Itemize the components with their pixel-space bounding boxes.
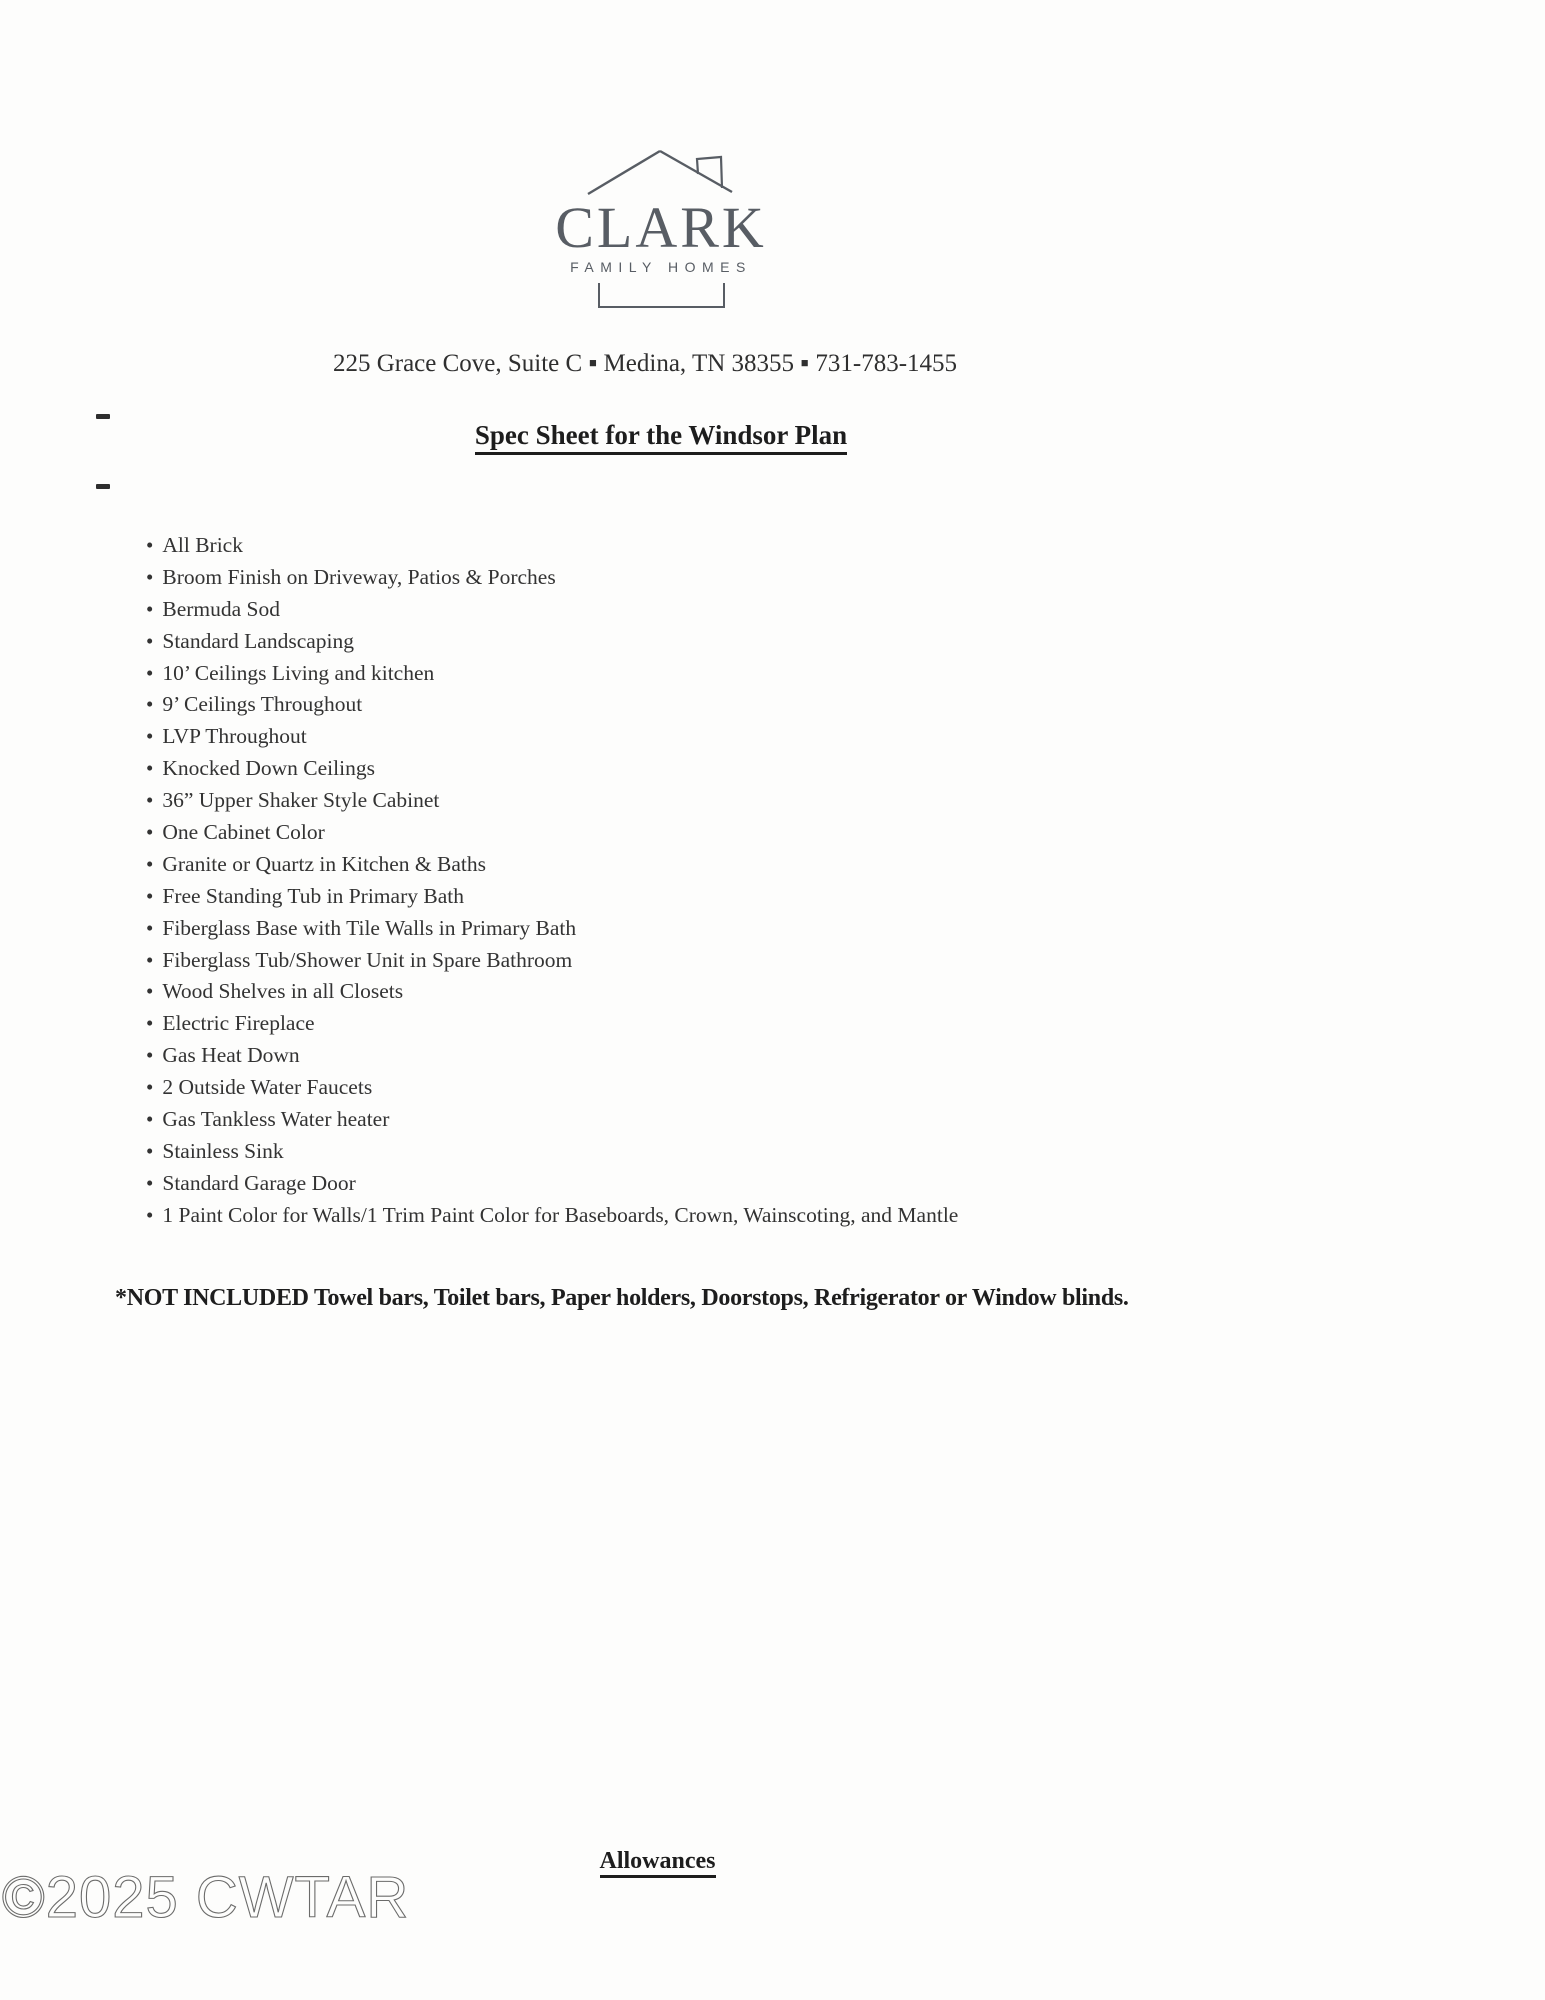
- clark-family-homes-logo: [461, 146, 861, 308]
- bullet-icon: •: [146, 1202, 154, 1227]
- spec-item-text: Free Standing Tub in Primary Bath: [162, 883, 464, 908]
- bullet-icon: •: [146, 628, 154, 653]
- spec-list-item: [146, 913, 958, 945]
- spec-item-text: Fiberglass Base with Tile Walls in Primary Bath: [162, 915, 577, 940]
- logo-name: CLARK: [555, 195, 767, 260]
- spec-list-item: [146, 1200, 958, 1232]
- allowances-section-title: Allowances: [600, 1848, 716, 1878]
- bullet-icon: •: [146, 596, 154, 621]
- spec-list-item: [146, 881, 958, 913]
- spec-item-text: Gas Tankless Water heater: [162, 1107, 390, 1132]
- not-included-note: *NOT INCLUDED Towel bars, Toilet bars, Paper holders, Doorstops, Refrigerator or Window blinds.: [115, 1285, 1129, 1311]
- spec-list-item: [146, 1040, 958, 1072]
- spec-list-item: [146, 849, 958, 881]
- spec-item-text: Standard Garage Door: [162, 1170, 356, 1195]
- spec-item-text: Standard Landscaping: [162, 628, 355, 653]
- bullet-icon: •: [146, 979, 154, 1004]
- spec-list-item: [146, 753, 958, 785]
- spec-list-item: [146, 817, 958, 849]
- spec-list: [146, 530, 958, 1232]
- bullet-icon: •: [146, 851, 154, 876]
- spec-list-item: [146, 976, 958, 1008]
- spec-item-text: Fiberglass Tub/Shower Unit in Spare Bathroom: [162, 947, 573, 972]
- bullet-icon: •: [146, 724, 154, 749]
- spec-item-text: Granite or Quartz in Kitchen & Baths: [162, 851, 486, 876]
- spec-list-item: [146, 1168, 958, 1200]
- spec-list-item: [146, 530, 958, 562]
- bullet-icon: •: [146, 1107, 154, 1132]
- stray-dash-mark: [96, 484, 110, 489]
- spec-item-text: 36” Upper Shaker Style Cabinet: [162, 788, 440, 813]
- bullet-icon: •: [146, 883, 154, 908]
- bullet-icon: •: [146, 788, 154, 813]
- spec-list-item: [146, 1136, 958, 1168]
- spec-item-text: Bermuda Sod: [162, 596, 281, 621]
- spec-list-item: [146, 1008, 958, 1040]
- spec-list-item: [146, 658, 958, 690]
- spec-list-item: [146, 721, 958, 753]
- spec-list-item: [146, 594, 958, 626]
- bullet-icon: •: [146, 1043, 154, 1068]
- bullet-icon: •: [146, 1138, 154, 1163]
- house-base-outline-icon: [598, 283, 725, 308]
- bullet-icon: •: [146, 564, 154, 589]
- company-address: 225 Grace Cove, Suite C ▪ Medina, TN 38355 ▪ 731-783-1455: [332, 350, 958, 377]
- spec-list-item: [146, 785, 958, 817]
- spec-item-text: 9’ Ceilings Throughout: [162, 692, 363, 717]
- bullet-icon: •: [146, 915, 154, 940]
- spec-list-item: [146, 626, 958, 658]
- bullet-icon: •: [146, 692, 154, 717]
- bullet-icon: •: [146, 1170, 154, 1195]
- spec-item-text: LVP Throughout: [162, 724, 307, 749]
- spec-item-text: 2 Outside Water Faucets: [162, 1075, 373, 1100]
- logo-subtitle: FAMILY HOMES: [570, 259, 752, 275]
- spec-item-text: Stainless Sink: [162, 1138, 284, 1163]
- bullet-icon: •: [146, 756, 154, 781]
- spec-item-text: One Cabinet Color: [162, 820, 325, 845]
- stray-dash-mark: [96, 414, 110, 419]
- spec-item-text: Gas Heat Down: [162, 1043, 300, 1068]
- bullet-icon: •: [146, 660, 154, 685]
- title-row: [0, 421, 1322, 455]
- spec-item-text: Broom Finish on Driveway, Patios & Porches: [162, 564, 556, 589]
- house-roof-chimney-icon: [585, 146, 737, 196]
- spec-item-text: All Brick: [162, 533, 243, 557]
- spec-item-text: 1 Paint Color for Walls/1 Trim Paint Color for Baseboards, Crown, Wainscoting, and Mantle: [162, 1202, 959, 1227]
- bullet-icon: •: [146, 947, 154, 972]
- bullet-icon: •: [146, 820, 154, 845]
- page-title: Spec Sheet for the Windsor Plan: [475, 421, 847, 455]
- spec-item-text: Knocked Down Ceilings: [162, 756, 375, 781]
- bullet-icon: •: [146, 533, 154, 557]
- spec-list-item: [146, 1072, 958, 1104]
- spec-list-item: [146, 689, 958, 721]
- bullet-icon: •: [146, 1011, 154, 1036]
- copyright-watermark: ©2025 CWTAR: [2, 1865, 410, 1930]
- bullet-icon: •: [146, 1075, 154, 1100]
- spec-item-text: Wood Shelves in all Closets: [162, 979, 404, 1004]
- spec-item-text: Electric Fireplace: [162, 1011, 315, 1036]
- spec-list-item: [146, 562, 958, 594]
- spec-list-item: [146, 1104, 958, 1136]
- spec-list-item: [146, 945, 958, 977]
- spec-item-text: 10’ Ceilings Living and kitchen: [162, 660, 435, 685]
